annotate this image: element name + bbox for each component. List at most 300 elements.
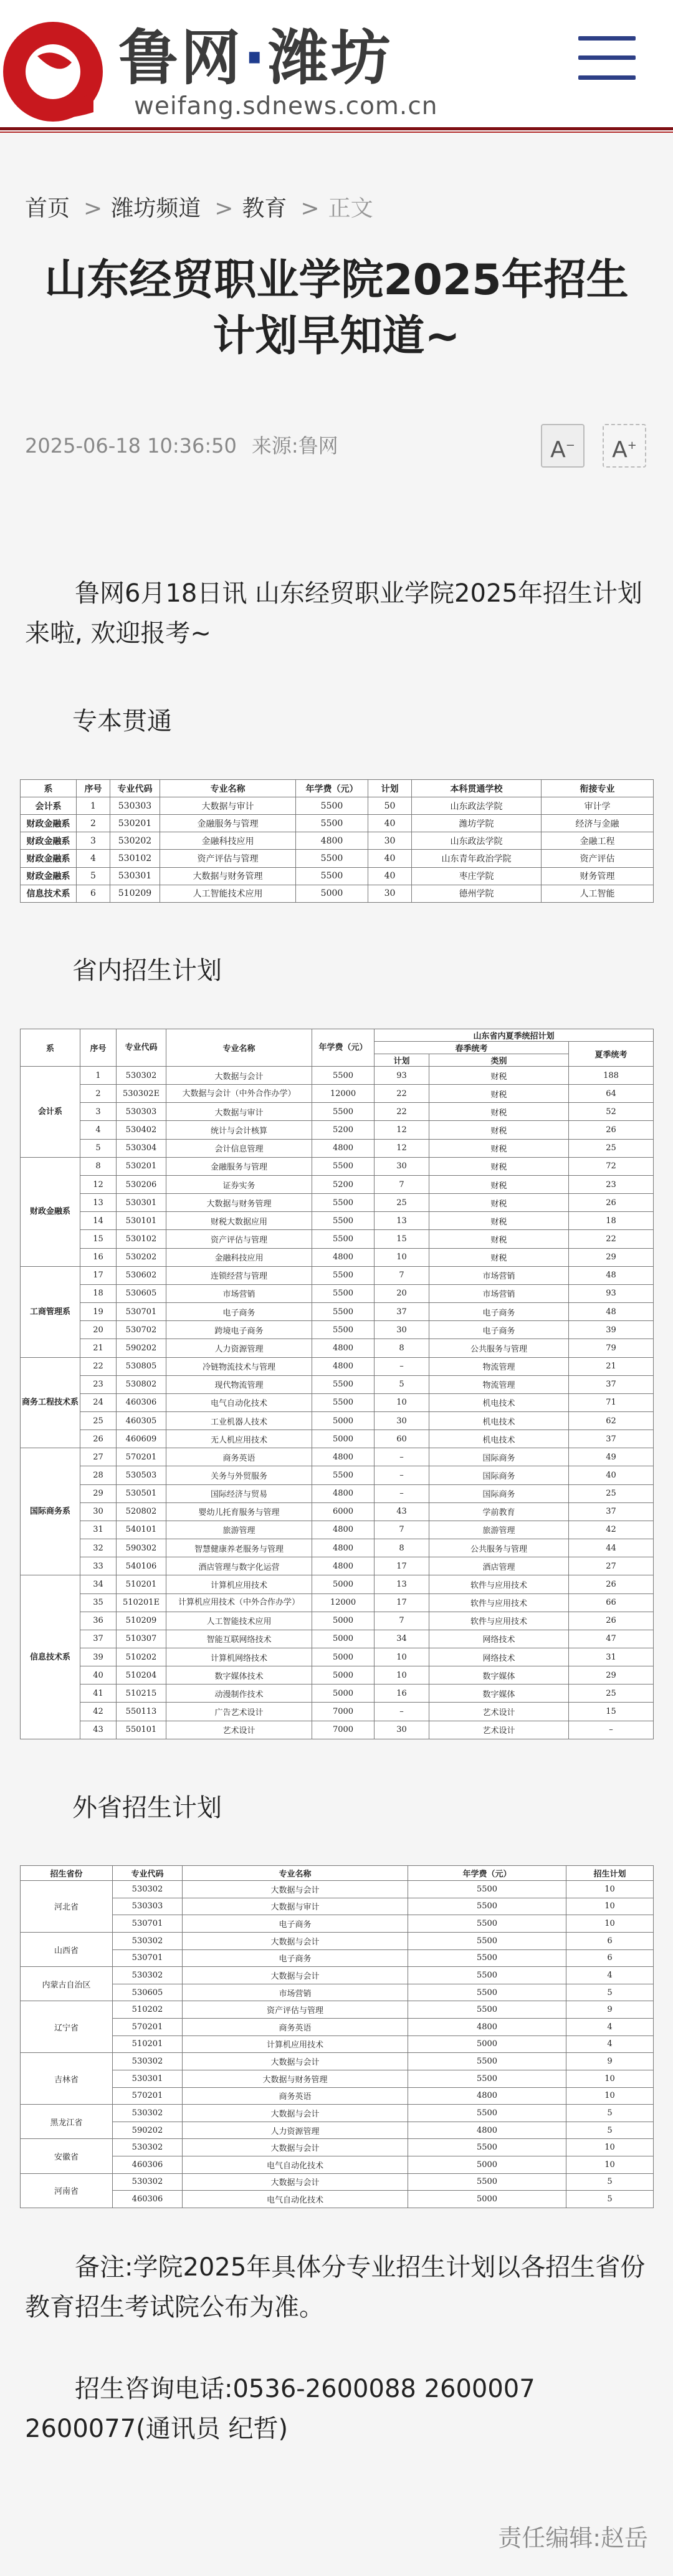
table-cell: 5500	[312, 1103, 375, 1121]
table-row	[21, 1881, 654, 1898]
table-row	[21, 1521, 654, 1539]
table-cell: 财政金融系	[21, 815, 77, 832]
th-spring: 春季统考	[375, 1042, 569, 1054]
table-row	[21, 1121, 654, 1139]
table-cell: 10	[566, 2087, 654, 2105]
table-row	[21, 1630, 654, 1648]
table-cell: 大数据与审计	[183, 1898, 408, 1915]
table-cell: 计算机应用技术	[183, 2035, 408, 2053]
table-cell: 财税	[429, 1139, 569, 1157]
table-cell: 财税	[429, 1067, 569, 1085]
table-cell: 25	[80, 1411, 117, 1430]
table-cell: 4800	[312, 1339, 375, 1357]
table-row	[21, 1932, 654, 1949]
table-cell: 无人机应用技术	[166, 1430, 312, 1448]
table-cell: 审计学	[542, 797, 654, 815]
table-cell: 财税	[429, 1157, 569, 1175]
table-cell: 5500	[408, 1915, 566, 1933]
table-cell: 7000	[312, 1703, 375, 1721]
table-cell: 数字媒体技术	[166, 1666, 312, 1684]
table-row	[21, 1666, 654, 1684]
table-row	[21, 2087, 654, 2105]
breadcrumb-separator: >	[214, 196, 234, 221]
table-cell: 电子商务	[429, 1321, 569, 1339]
table-cell: 4800	[408, 2019, 566, 2036]
table-cell: 6000	[312, 1502, 375, 1521]
dept-cell: 信息技术系	[21, 1575, 80, 1739]
article-intro: 鲁网6月18日讯 山东经贸职业学院2025年招生计划来啦, 欢迎报考~	[25, 579, 642, 648]
table-cell: 50	[368, 797, 412, 815]
table-cell: 大数据与财务管理	[166, 1194, 312, 1212]
table-cell: 31	[80, 1521, 117, 1539]
table-cell: 29	[569, 1248, 654, 1266]
table-cell: 9	[566, 2001, 654, 2019]
table-row	[21, 1430, 654, 1448]
table-cell: 5200	[312, 1175, 375, 1193]
table-cell: 31	[569, 1648, 654, 1666]
table-cell: 460306	[113, 2156, 183, 2174]
table-cell: 婴幼儿托育服务与管理	[166, 1502, 312, 1521]
table-cell: 48	[569, 1303, 654, 1321]
table-cell: 4	[566, 1967, 654, 1984]
article-title: 山东经贸职业学院2025年招生计划早知道~	[44, 256, 629, 361]
province-cell: 安徽省	[21, 2139, 113, 2173]
table-cell: 530302	[113, 1967, 183, 1984]
table-cell: 资产评估	[542, 850, 654, 867]
table-cell: 财税	[429, 1212, 569, 1230]
th-fee: 年学费（元）	[312, 1029, 375, 1067]
table-cell: 电气自动化技术	[183, 2156, 408, 2174]
table-cell: 广告艺术设计	[166, 1703, 312, 1721]
table-cell: 金融服务与管理	[160, 815, 296, 832]
table-header-cell: 专业代码	[110, 780, 160, 797]
table-cell: 5500	[408, 1984, 566, 2001]
table-cell: 79	[569, 1339, 654, 1357]
table-row	[21, 1648, 654, 1666]
table-cell: 财税	[429, 1103, 569, 1121]
table-cell: 530302	[117, 1067, 166, 1085]
table-cell: 5500	[312, 1067, 375, 1085]
font-increase-button[interactable]: A+	[603, 424, 646, 468]
table-cell: 530605	[113, 1984, 183, 2001]
dept-cell: 会计系	[21, 1067, 80, 1158]
table-cell: 财税	[429, 1175, 569, 1193]
table-cell: 5	[566, 2173, 654, 2191]
table-row	[21, 850, 654, 867]
table-row	[21, 1284, 654, 1302]
font-decrease-button[interactable]: A−	[541, 424, 585, 468]
table-cell: 19	[80, 1303, 117, 1321]
article-editor: 责任编辑:赵岳	[498, 2524, 648, 2552]
table-row	[21, 1157, 654, 1175]
table-cell: 4	[80, 1121, 117, 1139]
table-out-province-plan	[20, 1865, 654, 2208]
table-cell: 5500	[312, 1212, 375, 1230]
table-cell: 460306	[117, 1393, 166, 1411]
table-cell: 530805	[117, 1357, 166, 1375]
table-cell: 30	[80, 1502, 117, 1521]
table-row	[21, 1266, 654, 1284]
table-cell: 20	[80, 1321, 117, 1339]
table-cell: 市场营销	[166, 1284, 312, 1302]
table-row	[21, 2173, 654, 2191]
table-cell: 5500	[408, 2139, 566, 2156]
table-cell: 25	[375, 1194, 429, 1212]
table-cell: 3	[77, 832, 110, 850]
table-cell: 大数据与会计	[183, 2173, 408, 2191]
table-cell: 5000	[312, 1684, 375, 1703]
dept-cell: 工商管理系	[21, 1266, 80, 1357]
table-cell: 5500	[296, 815, 368, 832]
table-cell: 金融工程	[542, 832, 654, 850]
table-cell: 国际商务	[429, 1466, 569, 1484]
header-divider-thin	[0, 132, 673, 133]
table-cell: –	[375, 1466, 429, 1484]
table-cell: 27	[80, 1448, 117, 1466]
table-row	[21, 1593, 654, 1612]
table-cell: 财税	[429, 1248, 569, 1266]
table-cell: 冷链物流技术与管理	[166, 1357, 312, 1375]
table-cell: 8	[375, 1539, 429, 1557]
table-cell: 590302	[117, 1539, 166, 1557]
table-row	[21, 1303, 654, 1321]
table-row	[21, 1684, 654, 1703]
table-cell: 经济与金融	[542, 815, 654, 832]
table-cell: 机电技术	[429, 1393, 569, 1411]
breadcrumb-category[interactable]: 教育	[242, 196, 287, 221]
table-cell: 530701	[113, 1915, 183, 1933]
site-url: weifang.sdnews.com.cn	[134, 92, 438, 120]
table-cell: 5000	[312, 1612, 375, 1630]
table-cell: 14	[80, 1212, 117, 1230]
table-cell: 7	[375, 1612, 429, 1630]
table-row	[21, 1212, 654, 1230]
table-cell: 旅游管理	[166, 1521, 312, 1539]
table-cell: 26	[569, 1194, 654, 1212]
table-cell: 550113	[117, 1703, 166, 1721]
table-cell: 30	[375, 1157, 429, 1175]
table-cell: 530201	[110, 815, 160, 832]
table-cell: 13	[375, 1575, 429, 1593]
table-undergrad-pathway	[20, 779, 654, 903]
table-cell: 软件与应用技术	[429, 1575, 569, 1593]
table-cell: 机电技术	[429, 1411, 569, 1430]
table-cell: 39	[80, 1648, 117, 1666]
table-cell: 30	[375, 1721, 429, 1739]
table-row	[21, 1721, 654, 1739]
table-row	[21, 2156, 654, 2174]
table-row	[21, 1984, 654, 2001]
table-cell: 艺术设计	[166, 1721, 312, 1739]
table-cell: 530302	[113, 2173, 183, 2191]
site-logo-title[interactable]	[118, 24, 393, 92]
table-cell: 10	[566, 2156, 654, 2174]
table-cell: 市场营销	[183, 1984, 408, 2001]
table-cell: 52	[569, 1103, 654, 1121]
table-cell: 26	[80, 1430, 117, 1448]
table-cell: 商务英语	[166, 1448, 312, 1466]
breadcrumb-channel[interactable]: 潍坊频道	[111, 196, 201, 221]
table-cell: 大数据与会计（中外合作办学）	[166, 1085, 312, 1103]
table-cell: 财税	[429, 1085, 569, 1103]
table-cell: 23	[80, 1375, 117, 1393]
table-row	[21, 1248, 654, 1266]
table-cell: 商务英语	[183, 2087, 408, 2105]
table-cell: 5	[77, 867, 110, 885]
table-cell: 旅游管理	[429, 1521, 569, 1539]
table-header-cell: 年学费（元）	[296, 780, 368, 797]
table-cell: 71	[569, 1393, 654, 1411]
table-cell: 会计信息管理	[166, 1139, 312, 1157]
table-cell: 会计系	[21, 797, 77, 815]
table-cell: 530302	[113, 1932, 183, 1949]
table-row	[21, 1411, 654, 1430]
table-row	[21, 815, 654, 832]
breadcrumb-home[interactable]: 首页	[25, 196, 70, 221]
table-cell: 24	[80, 1393, 117, 1411]
table-cell: 5500	[312, 1303, 375, 1321]
table-cell: 12000	[312, 1085, 375, 1103]
table-row	[21, 2070, 654, 2087]
table-cell: 72	[569, 1157, 654, 1175]
dept-cell: 商务工程技术系	[21, 1357, 80, 1448]
table-cell: 5000	[312, 1648, 375, 1666]
table-cell: 5000	[312, 1666, 375, 1684]
table-cell: 5	[566, 2105, 654, 2122]
table-cell: 590202	[117, 1339, 166, 1357]
table-cell: 证券实务	[166, 1175, 312, 1193]
table-cell: 6	[566, 1932, 654, 1949]
table-row	[21, 1175, 654, 1193]
table-cell: 5200	[312, 1121, 375, 1139]
table-cell: 530303	[113, 1898, 183, 1915]
table-cell: 电子商务	[183, 1915, 408, 1933]
table-cell: 530503	[117, 1466, 166, 1484]
table-cell: 10	[375, 1248, 429, 1266]
province-cell: 山西省	[21, 1932, 113, 1966]
table-cell: 智能互联网络技术	[166, 1630, 312, 1648]
table-row	[21, 1502, 654, 1521]
table-cell: 计算机应用技术	[166, 1575, 312, 1593]
sdnews-logo-icon[interactable]	[0, 19, 106, 125]
table-row	[21, 885, 654, 902]
table-header-cell: 年学费（元）	[408, 1866, 566, 1881]
table-cell: 4800	[312, 1139, 375, 1157]
table-cell: 93	[375, 1067, 429, 1085]
table-header-cell: 计划	[368, 780, 412, 797]
table-cell: 网络技术	[429, 1630, 569, 1648]
province-cell: 吉林省	[21, 2053, 113, 2105]
table-cell: 510209	[110, 885, 160, 902]
table-cell: 25	[569, 1484, 654, 1502]
table-cell: 5500	[312, 1266, 375, 1284]
table-cell: 2	[80, 1085, 117, 1103]
table-cell: 10	[566, 2139, 654, 2156]
table-cell: 金融科技应用	[166, 1248, 312, 1266]
table-cell: 66	[569, 1593, 654, 1612]
table-cell: 510202	[113, 2001, 183, 2019]
table-cell: 人工智能	[542, 885, 654, 902]
table-header-cell: 衔接专业	[542, 780, 654, 797]
table-cell: 大数据与会计	[183, 2053, 408, 2070]
table-row	[21, 1557, 654, 1575]
table-row	[21, 832, 654, 850]
table-cell: 大数据与会计	[183, 2139, 408, 2156]
table-cell: 44	[569, 1539, 654, 1557]
table-cell: 大数据与财务管理	[183, 2070, 408, 2087]
table-cell: 49	[569, 1448, 654, 1466]
table-cell: 40	[368, 815, 412, 832]
table-header-cell: 系	[21, 780, 77, 797]
table-row	[21, 1230, 654, 1248]
table-cell: 5500	[296, 850, 368, 867]
table-cell: 530302	[113, 1881, 183, 1898]
table-cell: 现代物流管理	[166, 1375, 312, 1393]
table-cell: 7000	[312, 1721, 375, 1739]
table-cell: 40	[368, 850, 412, 867]
table-cell: 18	[569, 1212, 654, 1230]
table-cell: 4800	[312, 1248, 375, 1266]
table-cell: 人力资源管理	[166, 1339, 312, 1357]
table-cell: 460306	[113, 2191, 183, 2208]
table-cell: 10	[566, 2070, 654, 2087]
table-cell: 4800	[408, 2087, 566, 2105]
table-row	[21, 1949, 654, 1967]
table-cell: 530301	[110, 867, 160, 885]
table-cell: –	[375, 1484, 429, 1502]
table-cell: 540106	[117, 1557, 166, 1575]
table-cell: 530304	[117, 1139, 166, 1157]
table-cell: 8	[375, 1339, 429, 1357]
table-row	[21, 1967, 654, 1984]
table-cell: 37	[569, 1430, 654, 1448]
table-row	[21, 1898, 654, 1915]
table-cell: 5000	[408, 2191, 566, 2208]
table-cell: 5500	[312, 1284, 375, 1302]
table-cell: 人力资源管理	[183, 2122, 408, 2139]
table-cell: 20	[375, 1284, 429, 1302]
table-cell: 5	[566, 2122, 654, 2139]
table-cell: 5000	[312, 1430, 375, 1448]
table-cell: 7	[375, 1266, 429, 1284]
article-contact: 招生咨询电话:0536-2600088 2600007 2600077(通讯员 纪哲)	[25, 2375, 535, 2443]
table-row	[21, 1339, 654, 1357]
table-cell: 5000	[312, 1575, 375, 1593]
province-cell: 河北省	[21, 1881, 113, 1933]
dept-cell: 国际商务系	[21, 1448, 80, 1575]
table-cell: 9	[566, 2053, 654, 2070]
table-cell: 机电技术	[429, 1430, 569, 1448]
province-cell: 辽宁省	[21, 2001, 113, 2053]
table-cell: 电子商务	[183, 1949, 408, 1967]
table-cell: 大数据与会计	[183, 2105, 408, 2122]
table-cell: 13	[375, 1212, 429, 1230]
table-cell: 570201	[113, 2019, 183, 2036]
table-cell: 570201	[117, 1448, 166, 1466]
table-cell: 530206	[117, 1175, 166, 1193]
table-cell: 5	[566, 1984, 654, 2001]
table-cell: 18	[80, 1284, 117, 1302]
table-cell: 5500	[408, 2053, 566, 2070]
breadcrumb	[25, 191, 373, 223]
table-cell: 530302	[113, 2139, 183, 2156]
table-cell: 42	[80, 1703, 117, 1721]
table-cell: 财务管理	[542, 867, 654, 885]
table-cell: 4800	[312, 1557, 375, 1575]
table-cell: 510307	[117, 1630, 166, 1648]
table-cell: 460609	[117, 1430, 166, 1448]
table-cell: 5500	[312, 1375, 375, 1393]
table-cell: 5500	[408, 1881, 566, 1898]
table-cell: 7	[375, 1521, 429, 1539]
table-row	[21, 2035, 654, 2053]
table-row	[21, 2139, 654, 2156]
table-cell: 市场营销	[429, 1284, 569, 1302]
table-cell: 金融服务与管理	[166, 1157, 312, 1175]
table-cell: 公共服务与管理	[429, 1539, 569, 1557]
table-cell: 3	[80, 1103, 117, 1121]
table-cell: 530202	[117, 1248, 166, 1266]
table-cell: 4800	[312, 1521, 375, 1539]
table-cell: 2	[77, 815, 110, 832]
table-cell: 460305	[117, 1411, 166, 1430]
table-row	[21, 1357, 654, 1375]
article-meta	[25, 430, 338, 459]
table-cell: 530303	[117, 1103, 166, 1121]
table-cell: 37	[569, 1502, 654, 1521]
table-cell: 商务英语	[183, 2019, 408, 2036]
table-cell: 530301	[117, 1194, 166, 1212]
table-cell: 29	[80, 1484, 117, 1502]
table-cell: 10	[566, 1881, 654, 1898]
table-cell: 数字媒体	[429, 1684, 569, 1703]
table-cell: 4800	[296, 832, 368, 850]
breadcrumb-separator: >	[84, 196, 103, 221]
table-cell: 资产评估与管理	[166, 1230, 312, 1248]
table-cell: 520802	[117, 1502, 166, 1521]
table-header-cell: 序号	[77, 780, 110, 797]
table-cell: 5500	[408, 1967, 566, 1984]
section-heading-3: 外省招生计划	[72, 1794, 222, 1822]
table-cell: 5500	[312, 1466, 375, 1484]
table-row	[21, 1321, 654, 1339]
table-cell: 26	[569, 1612, 654, 1630]
table-cell: 29	[569, 1666, 654, 1684]
table-row	[21, 1612, 654, 1630]
table-cell: 1	[77, 797, 110, 815]
table-cell: 28	[80, 1466, 117, 1484]
table-row	[21, 1466, 654, 1484]
table-cell: 财税	[429, 1121, 569, 1139]
th-name: 专业名称	[166, 1029, 312, 1067]
table-cell: 金融科技应用	[160, 832, 296, 850]
table-row	[21, 1103, 654, 1121]
table-cell: 4800	[312, 1448, 375, 1466]
font-increase-label: A	[612, 437, 628, 463]
table-cell: 艺术设计	[429, 1703, 569, 1721]
table-row	[21, 1539, 654, 1557]
table-cell: 40	[368, 867, 412, 885]
hamburger-menu-icon[interactable]	[578, 36, 636, 80]
table-cell: 关务与外贸服务	[166, 1466, 312, 1484]
table-cell: 47	[569, 1630, 654, 1648]
table-cell: 530303	[110, 797, 160, 815]
table-cell: 21	[80, 1339, 117, 1357]
table-cell: 酒店管理	[429, 1557, 569, 1575]
header-divider	[0, 127, 673, 130]
table-cell: 软件与应用技术	[429, 1612, 569, 1630]
table-cell: –	[569, 1721, 654, 1739]
